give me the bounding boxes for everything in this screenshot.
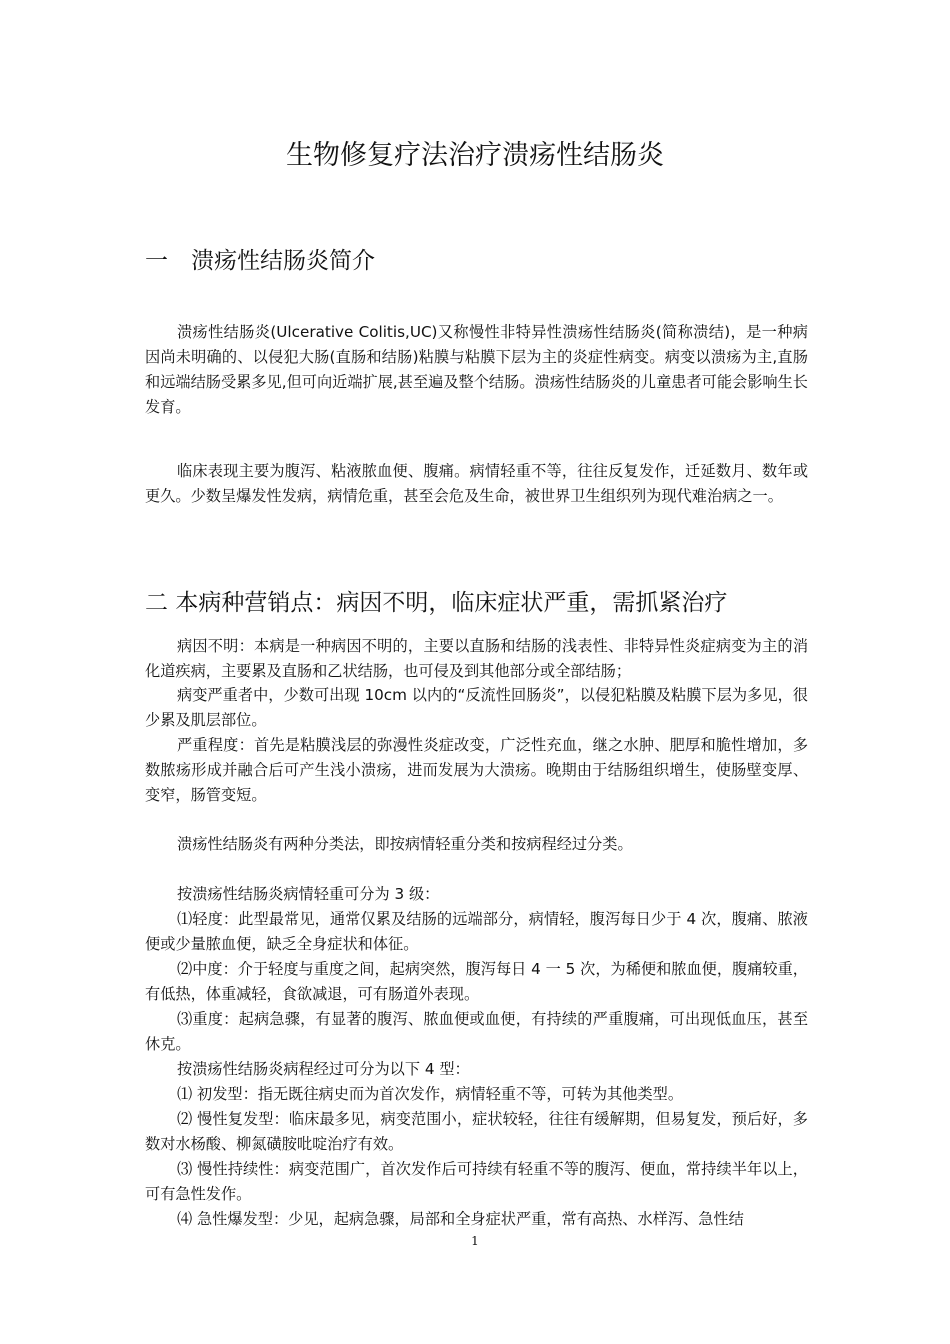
section-1-title: 溃疡性结肠炎简介 xyxy=(191,248,375,274)
page-number: 1 xyxy=(471,1234,479,1248)
section-2-number: 二 xyxy=(145,590,168,616)
type-intro: 按溃疡性结肠炎病程经过可分为以下 4 型： xyxy=(177,1060,470,1078)
grade-item: ⑴轻度：此型最常见，通常仅累及结肠的远端部分，病情轻，腹泻每日少于 4 次，腹痛、脓液便或少量脓血便，缺乏全身症状和体征。 xyxy=(145,910,808,953)
type-item: ⑴ 初发型：指无既往病史而为首次发作，病情轻重不等，可转为其他类型。 xyxy=(177,1085,684,1103)
document-title: 生物修复疗法治疗溃疡性结肠炎 xyxy=(286,140,664,171)
type-item: ⑷ 急性爆发型：少见，起病急骤，局部和全身症状严重，常有高热、水样泻、急性结 xyxy=(177,1210,744,1228)
section-2-heading xyxy=(145,586,727,620)
severity-paragraph: 严重程度：首先是粘膜浅层的弥漫性炎症改变，广泛性充血，继之水肿、肥厚和脆性增加，多数脓疡形成并融合后可产生浅小溃疡，进而发展为大溃疡。晚期由于结肠组织增生，使肠壁变厚、变窄，肠管变短。 xyxy=(145,736,808,804)
grade-intro: 按溃疡性结肠炎病情轻重可分为 3 级： xyxy=(177,885,440,903)
classification-paragraph: 溃疡性结肠炎有两种分类法，即按病情轻重分类和按病程经过分类。 xyxy=(177,835,633,853)
section-2-title: 本病种营销点：病因不明，临床症状严重，需抓紧治疗 xyxy=(175,590,728,616)
section-1-paragraph: 临床表现主要为腹泻、粘液脓血便、腹痛。病情轻重不等，往往反复发作，迁延数月、数年或更久。少数呈爆发性发病，病情危重，甚至会危及生命，被世界卫生组织列为现代难治病之一。 xyxy=(145,462,808,505)
cause-paragraph: 病因不明：本病是一种病因不明的，主要以直肠和结肠的浅表性、非特异性炎症病变为主的消化道疾病，主要累及直肠和乙状结肠，也可侵及到其他部分或全部结肠； xyxy=(145,637,808,680)
lesion-paragraph: 病变严重者中，少数可出现 10cm 以内的“反流性回肠炎”，以侵犯粘膜及粘膜下层为多见，很少累及肌层部位。 xyxy=(145,686,808,729)
section-1-heading xyxy=(145,244,375,278)
grade-item: ⑶重度：起病急骤，有显著的腹泻、脓血便或血便，有持续的严重腹痛，可出现低血压，甚至休克。 xyxy=(145,1010,808,1053)
type-item: ⑶ 慢性持续性：病变范围广，首次发作后可持续有轻重不等的腹泻、便血，常持续半年以上，可有急性发作。 xyxy=(145,1160,808,1203)
grade-item: ⑵中度：介于轻度与重度之间，起病突然，腹泻每日 4 一 5 次，为稀便和脓血便，腹痛较重，有低热，体重减轻，食欲减退，可有肠道外表现。 xyxy=(145,960,808,1003)
section-1-number: 一 xyxy=(145,248,168,274)
section-1-paragraph: 溃疡性结肠炎(Ulcerative Colitis,UC)又称慢性非特异性溃疡性结肠炎(简称溃结)，是一种病因尚未明确的、以侵犯大肠(直肠和结肠)粘膜与粘膜下层为主的炎症性病变。病变以溃疡为主,直肠和远端结肠受累多见,但可向近端扩展,甚至遍及整个结肠。溃疡性结肠炎的儿童患者可能会影响生长发育。 xyxy=(145,323,808,416)
type-item: ⑵ 慢性复发型：临床最多见，病变范围小，症状较轻，往往有缓解期，但易复发，预后好，多数对水杨酸、柳氮磺胺吡啶治疗有效。 xyxy=(145,1110,808,1153)
